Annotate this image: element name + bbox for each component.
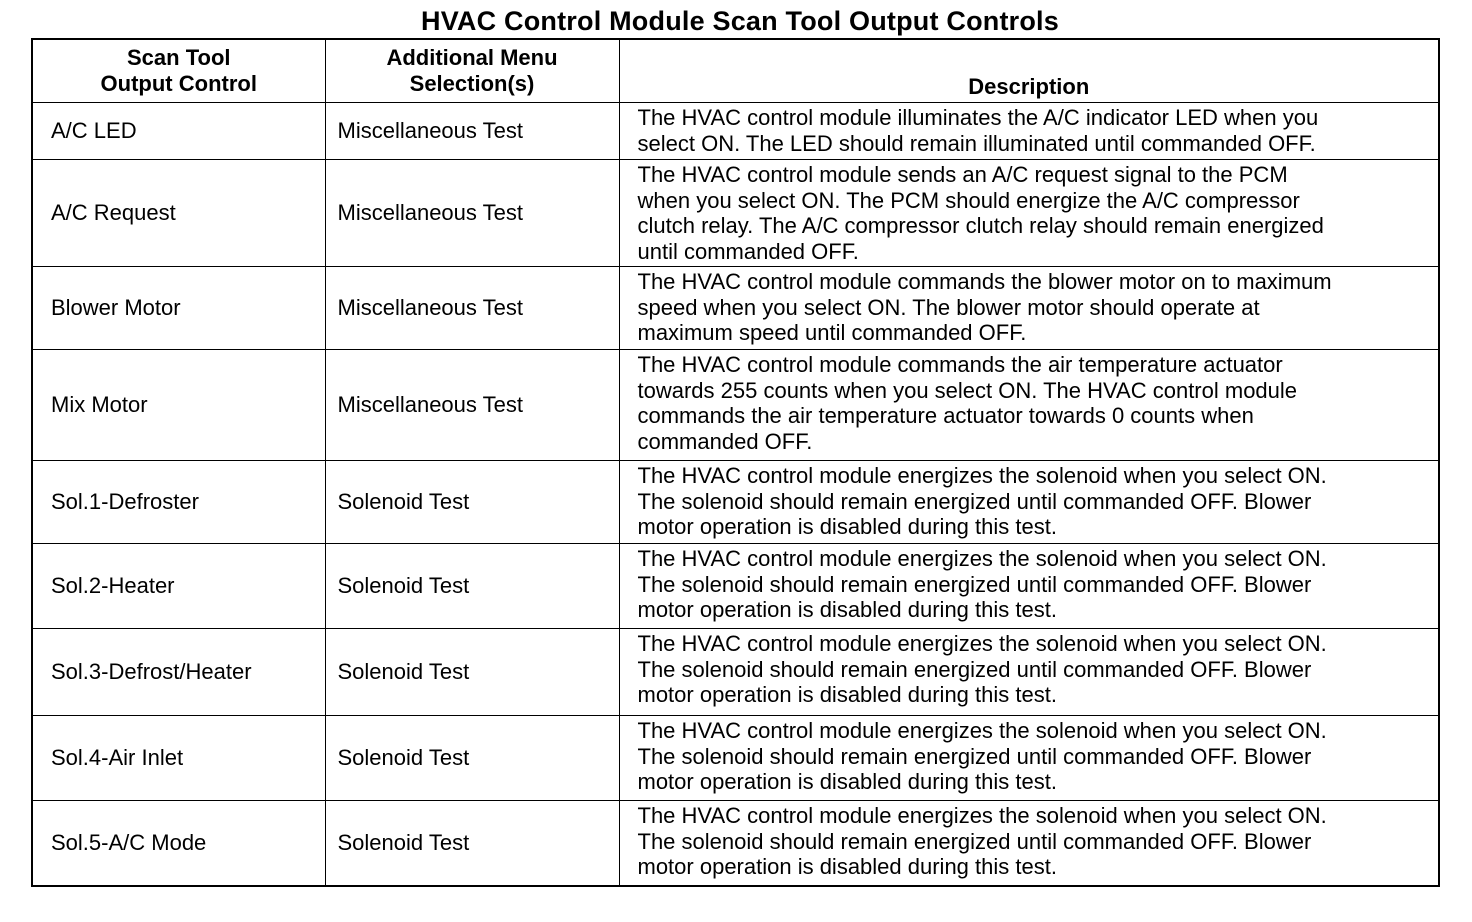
description-line: motor operation is disabled during this test. (637, 682, 1057, 707)
table-row (32, 267, 1439, 350)
table-row (32, 160, 1439, 267)
table-row (32, 350, 1439, 461)
table-row (32, 801, 1439, 887)
description-line: towards 255 counts when you select ON. The HVAC control module (637, 377, 1298, 403)
output-control-cell: Sol.3-Defrost/Heater (32, 629, 325, 716)
description-line: select ON. The LED should remain illuminated until commanded OFF. (637, 130, 1316, 156)
output-control-cell: Sol.4-Air Inlet (32, 716, 325, 801)
output-control-cell: Blower Motor (32, 267, 325, 350)
description-cell (619, 103, 1439, 160)
description-line: The HVAC control module illuminates the A/C indicator LED when you (637, 105, 1319, 130)
description-cell (619, 267, 1439, 350)
table-header-row (32, 39, 1439, 103)
description-line: clutch relay. The A/C compressor clutch relay should remain energized (637, 213, 1324, 238)
header-line: Additional Menu (386, 45, 558, 70)
description-line: commanded OFF. (637, 428, 813, 454)
description-line: The HVAC control module energizes the solenoid when you select ON. (637, 631, 1327, 656)
description-line: motor operation is disabled during this test. (637, 854, 1057, 879)
description-cell (619, 350, 1439, 461)
menu-selection-cell: Miscellaneous Test (325, 350, 619, 461)
description-line: The HVAC control module commands the blower motor on to maximum (637, 269, 1332, 294)
description-line: The HVAC control module energizes the solenoid when you select ON. (637, 803, 1327, 828)
header-additional-menu-selections (325, 39, 619, 103)
table-row (32, 544, 1439, 629)
output-control-cell: A/C Request (32, 160, 325, 267)
description-line: The HVAC control module energizes the solenoid when you select ON. (637, 546, 1327, 571)
header-line: Selection(s) (409, 70, 535, 96)
description-line: maximum speed until commanded OFF. (637, 320, 1027, 345)
description-line: motor operation is disabled during this test. (637, 597, 1057, 622)
description-line: The HVAC control module commands the air temperature actuator (637, 352, 1283, 377)
menu-selection-cell: Solenoid Test (325, 461, 619, 544)
description-cell (619, 801, 1439, 887)
menu-selection-cell: Solenoid Test (325, 629, 619, 716)
description-line: speed when you select ON. The blower motor should operate at (637, 294, 1260, 320)
menu-selection-cell: Solenoid Test (325, 801, 619, 887)
description-line: The solenoid should remain energized until commanded OFF. Blower (637, 571, 1312, 597)
description-line: motor operation is disabled during this test. (637, 514, 1057, 539)
menu-selection-cell: Miscellaneous Test (325, 267, 619, 350)
header-description: Description (619, 39, 1439, 103)
description-line: motor operation is disabled during this test. (637, 769, 1057, 794)
output-control-cell: Sol.1-Defroster (32, 461, 325, 544)
table-row (32, 461, 1439, 544)
page-title: HVAC Control Module Scan Tool Output Controls (421, 6, 1059, 36)
table-row (32, 629, 1439, 716)
table-row (32, 716, 1439, 801)
output-control-cell: Mix Motor (32, 350, 325, 461)
description-line: The HVAC control module energizes the solenoid when you select ON. (637, 463, 1327, 488)
output-control-cell: Sol.5-A/C Mode (32, 801, 325, 887)
menu-selection-cell: Solenoid Test (325, 716, 619, 801)
menu-selection-cell: Miscellaneous Test (325, 160, 619, 267)
description-cell (619, 544, 1439, 629)
description-line: The solenoid should remain energized until commanded OFF. Blower (637, 488, 1312, 514)
header-line: Scan Tool (127, 45, 231, 70)
header-line: Output Control (100, 70, 257, 96)
description-line: when you select ON. The PCM should energize the A/C compressor (637, 187, 1300, 213)
description-cell (619, 629, 1439, 716)
description-cell (619, 160, 1439, 267)
output-control-cell: A/C LED (32, 103, 325, 160)
table-body (32, 103, 1439, 887)
output-controls-table (31, 38, 1440, 887)
table-row (32, 103, 1439, 160)
description-line: until commanded OFF. (637, 238, 859, 264)
header-scan-tool-output-control (32, 39, 325, 103)
description-line: commands the air temperature actuator towards 0 counts when (637, 403, 1254, 428)
description-line: The HVAC control module energizes the solenoid when you select ON. (637, 718, 1327, 743)
description-cell (619, 716, 1439, 801)
description-line: The solenoid should remain energized until commanded OFF. Blower (637, 828, 1312, 854)
menu-selection-cell: Solenoid Test (325, 544, 619, 629)
description-line: The HVAC control module sends an A/C request signal to the PCM (637, 162, 1288, 187)
menu-selection-cell: Miscellaneous Test (325, 103, 619, 160)
description-line: The solenoid should remain energized until commanded OFF. Blower (637, 743, 1312, 769)
description-cell (619, 461, 1439, 544)
output-control-cell: Sol.2-Heater (32, 544, 325, 629)
description-line: The solenoid should remain energized until commanded OFF. Blower (637, 656, 1312, 682)
